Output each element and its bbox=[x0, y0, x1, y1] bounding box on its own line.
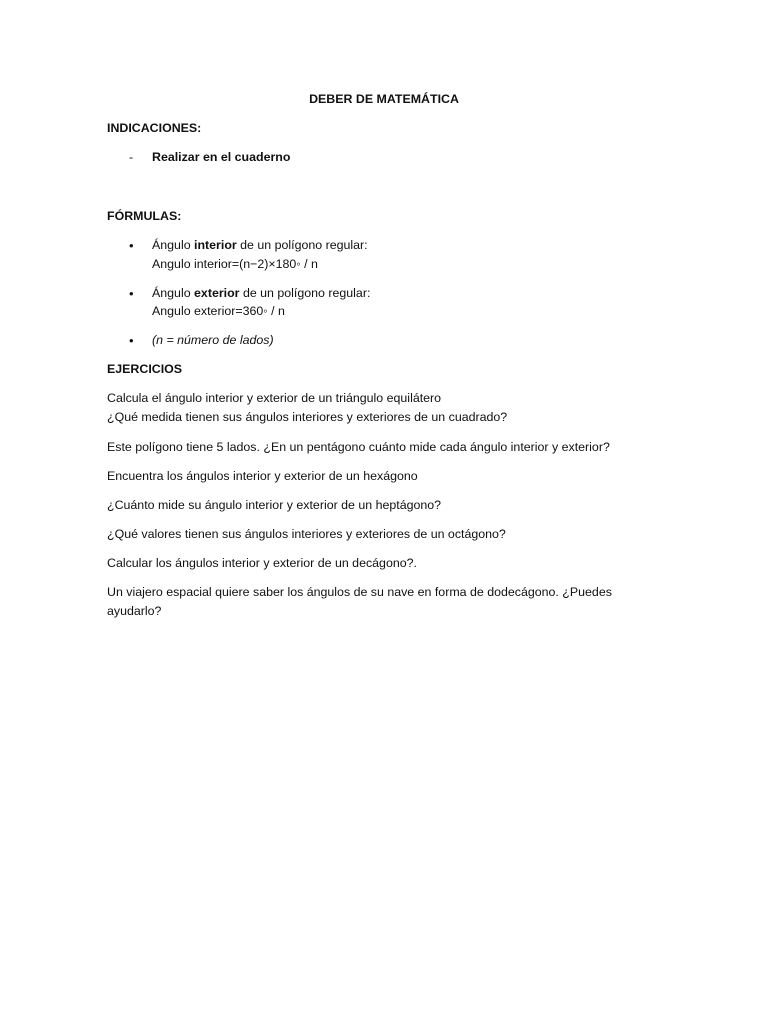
formula-interior-label bbox=[152, 236, 368, 255]
dash-marker: - bbox=[129, 150, 134, 164]
exercise-item: ¿Qué medida tienen sus ángulos interiores y exteriores de un cuadrado? bbox=[107, 410, 508, 424]
formula-interior-suffix: de un polígono regular: bbox=[236, 238, 368, 252]
indicaciones-heading: INDICACIONES: bbox=[107, 121, 202, 135]
formulas-heading: FÓRMULAS: bbox=[107, 209, 182, 223]
bullet-icon: • bbox=[129, 333, 134, 348]
formula-exterior-prefix: Ángulo bbox=[152, 286, 195, 300]
exercise-item: ¿Cuánto mide su ángulo interior y exterior de un heptágono? bbox=[107, 498, 442, 512]
page-title: DEBER DE MATEMÁTICA bbox=[309, 92, 459, 106]
bullet-icon: • bbox=[129, 286, 134, 301]
formula-exterior-label bbox=[152, 284, 370, 303]
exercise-item: Encuentra los ángulos interior y exterior de un hexágono bbox=[107, 469, 418, 483]
formula-note: (n = número de lados) bbox=[152, 333, 274, 347]
exercise-item: Un viajero espacial quiere saber los ángulos de su nave en forma de dodecágono. ¿Puedes bbox=[107, 585, 612, 599]
exercise-item: Calcula el ángulo interior y exterior de un triángulo equilátero bbox=[107, 391, 442, 405]
formula-exterior-keyword: exterior bbox=[194, 286, 240, 300]
formula-interior-expression: Angulo interior=(n−2)×180◦ / n bbox=[152, 257, 318, 271]
ejercicios-heading: EJERCICIOS bbox=[107, 362, 183, 376]
formula-interior-keyword: interior bbox=[194, 238, 237, 252]
formula-exterior-suffix: de un polígono regular: bbox=[239, 286, 371, 300]
exercise-item: Calcular los ángulos interior y exterior de un decágono?. bbox=[107, 556, 417, 570]
indicaciones-item: Realizar en el cuaderno bbox=[152, 150, 291, 164]
exercise-item: ¿Qué valores tienen sus ángulos interiores y exteriores de un octágono? bbox=[107, 527, 506, 541]
bullet-icon: • bbox=[129, 238, 134, 253]
formula-exterior-expression: Angulo exterior=360◦ / n bbox=[152, 304, 285, 318]
exercise-item-continuation: ayudarlo? bbox=[107, 604, 162, 618]
formula-interior-prefix: Ángulo bbox=[152, 238, 195, 252]
exercise-item: Este polígono tiene 5 lados. ¿En un pentágono cuánto mide cada ángulo interior y exterior? bbox=[107, 440, 610, 454]
